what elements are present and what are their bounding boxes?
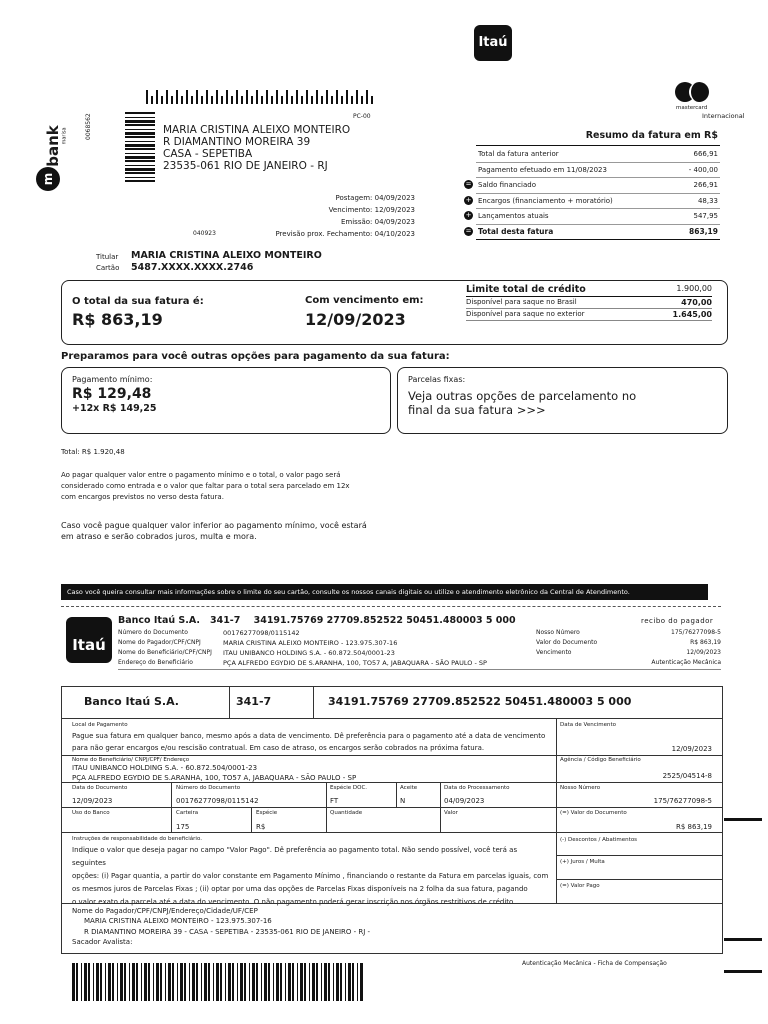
postal-bar (316, 90, 318, 104)
receipt-row (118, 639, 721, 649)
pc-code: PC-00 (353, 113, 371, 120)
barcode-bar (288, 963, 291, 1001)
slip-code: 341-7 (236, 695, 272, 708)
instr-label: Instruções de responsabilidade do beneficiário. (72, 836, 202, 842)
titular-name: MARIA CRISTINA ALEIXO MONTEIRO (131, 250, 322, 261)
postal-barcode-horizontal (146, 90, 374, 104)
carteira-label: Carteira (176, 810, 199, 816)
sacador: Sacador Avalista: (72, 938, 133, 946)
barcode-bar (125, 148, 155, 150)
due-value: 12/09/2023 (305, 310, 406, 329)
date-emissao: Emissão: 04/09/2023 (340, 218, 415, 226)
barcode-bar (177, 963, 178, 1001)
barcode-bar (285, 963, 286, 1001)
barcode-bar (264, 963, 267, 1001)
summary-value: 666,91 (693, 150, 718, 159)
barcode-bar (276, 963, 279, 1001)
summary-row (476, 163, 720, 179)
postal-bar (351, 96, 353, 104)
slip-line: 34191.75769 27709.852522 50451.480003 5 000 (328, 695, 632, 708)
barcode-bar (132, 963, 135, 1001)
barcode-bar (148, 963, 150, 1001)
barcode-bar (184, 963, 186, 1001)
postal-bar (291, 96, 293, 104)
barcode-bar (81, 963, 82, 1001)
limit-exterior-label: Disponível para saque no exterior (466, 310, 585, 318)
barcode-bar (125, 172, 155, 174)
postal-bar (286, 90, 288, 104)
summary-label: Encargos (financiamento + moratório) (478, 196, 613, 205)
postal-bar (226, 90, 228, 104)
aceite-label: Aceite (400, 785, 418, 791)
postal-bar (146, 90, 148, 104)
barcode-bar (125, 129, 155, 130)
summary-operator-icon: + (465, 211, 472, 219)
summary-row (476, 147, 720, 163)
postal-bar (301, 96, 303, 104)
edge-mark-3 (724, 970, 762, 973)
barcode-bar (352, 963, 354, 1001)
barcode-bar (204, 963, 207, 1001)
postal-bar (171, 96, 173, 104)
mastercard-logo (674, 82, 745, 124)
venc-value: 12/09/2023 (671, 745, 712, 753)
postal-bar (196, 90, 198, 104)
info-banner: Caso você queira consultar mais informações sobre o limite do seu cartão, consulte os nossos canais digitais ou utilize o atendimento eletrônico da Central de Atendimento. (61, 584, 708, 600)
postal-bar (206, 90, 208, 104)
benef-text: ITAU UNIBANCO HOLDING S.A. - 60.872.504/0001-23 PÇA ALFREDO EGYDIO DE S.ARANHA, 100, TO57 A, JABAQUARA - SÃO PAULO - SP (72, 764, 357, 782)
cartao-label: Cartão (96, 264, 120, 272)
barcode-bar (125, 165, 155, 166)
parcel-text-1: Veja outras opções de parcelamento no (408, 389, 637, 403)
barcode-bar (225, 963, 226, 1001)
summary-row (476, 209, 720, 225)
receipt-right-label: Nosso Número (536, 629, 580, 636)
postal-bar (276, 90, 278, 104)
mbank-subtext: marisa (61, 127, 68, 145)
valor-doc-label: (=) Valor do Documento (560, 810, 627, 816)
postal-bar (166, 90, 168, 104)
doc-num-label: Número do Documento (176, 785, 241, 791)
address-street: R DIAMANTINO MOREIRA 39 (163, 136, 311, 148)
barcode-bar (220, 963, 222, 1001)
barcode-bar (201, 963, 202, 1001)
dates-block (240, 192, 415, 240)
summary-title: Resumo da fatura em R$ (585, 130, 718, 141)
receipt-title: recibo do pagador (641, 617, 714, 625)
especie-doc-label: Espécie DOC. (330, 785, 368, 791)
barcode-bar (324, 963, 327, 1001)
barcode-bar (189, 963, 190, 1001)
summary-label: Total desta fatura (478, 227, 554, 237)
barcode-bar (160, 963, 162, 1001)
receipt-field-label: Nome do Pagador/CPF/CNPJ (118, 639, 201, 646)
barcode-bar (125, 136, 155, 138)
especie-label: Espécie (256, 810, 278, 816)
barcode-bar (125, 144, 155, 147)
postal-bar (356, 90, 358, 104)
receipt-row (118, 659, 721, 669)
barcode-bar (93, 963, 94, 1001)
address-city: 23535-061 RIO DE JANEIRO - RJ (163, 160, 328, 172)
payer-info: MARIA CRISTINA ALEIXO MONTEIRO - 123.975.307-16 R DIAMANTINO MOREIRA 39 - CASA - SEPETIBA - 23535-061 RIO DE JANEIRO - RJ - (84, 917, 371, 936)
barcode-bar (312, 963, 315, 1001)
limit-title: Limite total de crédito (466, 284, 586, 295)
postal-bar (221, 96, 223, 104)
payment-slip (61, 686, 723, 954)
postal-bar (331, 96, 333, 104)
postal-bar (341, 96, 343, 104)
barcode-bar (213, 963, 214, 1001)
nosso: 175/76277098-5 (653, 797, 712, 805)
postal-bar (266, 90, 268, 104)
barcode-bar (252, 963, 255, 1001)
barcode-bar (208, 963, 210, 1001)
barcode-bar (156, 963, 159, 1001)
barcode-bar (136, 963, 138, 1001)
uso-label: Uso do Banco (72, 810, 110, 816)
postal-bar (306, 90, 308, 104)
slip-bank: Banco Itaú S.A. (84, 695, 179, 708)
aceite: N (400, 797, 406, 805)
summary-operator-icon: = (465, 226, 472, 235)
doc-num: 00176277098/0115142 (176, 797, 259, 805)
date-vencimento: Vencimento: 12/09/2023 (328, 206, 415, 214)
receipt-right-label: Valor do Documento (536, 639, 598, 646)
slip-footer: Autenticação Mecânica - Ficha de Compensação (522, 960, 667, 967)
date-fechamento: Previsão prox. Fechamento: 04/10/2023 (275, 230, 415, 238)
barcode-bar (100, 963, 102, 1001)
proc: 04/09/2023 (444, 797, 485, 805)
summary-label: Saldo financiado (478, 181, 537, 190)
address-district: CASA - SEPETIBA (163, 148, 253, 160)
barcode-bar (129, 963, 130, 1001)
barcode-bar (125, 124, 155, 126)
agencia-value: 2525/04514-8 (662, 772, 712, 780)
postal-bar (321, 96, 323, 104)
installment-value: +12x R$ 149,25 (72, 403, 157, 414)
barcode-bar (125, 156, 155, 159)
receipt-right-value: R$ 863,19 (690, 639, 721, 646)
barcode-bar (172, 963, 174, 1001)
barcode-bar (316, 963, 318, 1001)
postal-barcode-vertical (125, 112, 155, 182)
barcode-bar (125, 153, 155, 154)
barcode-bar (297, 963, 298, 1001)
proc-label: Data do Processamento (444, 785, 510, 791)
qtd-label: Quantidade (330, 810, 363, 816)
edge-mark-2 (724, 938, 762, 941)
summary-value: - 400,00 (688, 165, 718, 174)
valor-doc: R$ 863,19 (675, 823, 712, 831)
receipt-field-value: PÇA ALFREDO EGYDIO DE S.ARANHA, 100, TO57 A, JABAQUARA - SÃO PAULO - SP (223, 659, 487, 667)
date-postagem: Postagem: 04/09/2023 (335, 194, 415, 202)
limit-brasil-value: 470,00 (681, 298, 712, 307)
barcode-bar (244, 963, 246, 1001)
parcel-text-2: final da sua fatura >>> (408, 403, 546, 417)
address-name: MARIA CRISTINA ALEIXO MONTEIRO (163, 124, 351, 136)
postal-bar (201, 96, 203, 104)
barcode-bar (112, 963, 114, 1001)
barcode-bar (228, 963, 231, 1001)
cut-line (61, 606, 721, 607)
summary-value: 863,19 (689, 227, 718, 237)
receipt-right-label: Vencimento (536, 649, 572, 656)
barcode-bar (292, 963, 294, 1001)
barcode-bar (196, 963, 198, 1001)
titular-label: Titular (96, 253, 119, 261)
barcode-bar (125, 180, 155, 182)
total-value: R$ 863,19 (72, 310, 163, 329)
barcode-bar (321, 963, 322, 1001)
receipt-field-label: Endereço do Beneficiário (118, 659, 193, 666)
barcode-bar (268, 963, 270, 1001)
postal-bar (366, 90, 368, 104)
barcode-bar (304, 963, 306, 1001)
postal-bar (231, 96, 233, 104)
barcode-bar (76, 963, 78, 1001)
barcode-bar (153, 963, 154, 1001)
postal-bar (271, 96, 273, 104)
limit-value: 1.900,00 (676, 284, 712, 293)
mastercard-sub: Internacional (702, 112, 745, 120)
valor-label: Valor (444, 810, 458, 816)
barcode-bar (333, 963, 334, 1001)
receipt-right-value: Autenticação Mecânica (651, 659, 721, 666)
postal-bar (261, 96, 263, 104)
receipt-bottom-line (118, 669, 721, 670)
summary-value: 266,91 (693, 181, 718, 190)
barcode-bar (345, 963, 346, 1001)
postal-bar (151, 96, 153, 104)
minimum-payment-box[interactable] (61, 367, 391, 434)
postal-bar (346, 90, 348, 104)
due-label: Com vencimento em: (305, 295, 424, 306)
receipt-field-label: Nome do Beneficiário/CPF/CNPJ (118, 649, 212, 656)
local-text: Pague sua fatura em qualquer banco, mesmo após a data de vencimento. Dê preferência para o pagamento até a data de vencimento para não gerar encargos e/ou rescisão contratual. Em caso de atraso, os encargos serão cobrados na próxima fatura. (72, 732, 546, 752)
doc-date-label: Data do Documento (72, 785, 128, 791)
limit-brasil-label: Disponível para saque no Brasil (466, 298, 577, 306)
receipt-row (118, 649, 721, 659)
barcode-bar (192, 963, 195, 1001)
pago-label[interactable]: (=) Valor Pago (560, 883, 600, 889)
barcode-bar (348, 963, 351, 1001)
total-label: O total da sua fatura é: (72, 296, 204, 307)
barcode-bar (300, 963, 303, 1001)
summary-row (476, 178, 720, 194)
ref-code: 040923 (193, 230, 216, 237)
barcode-bar (168, 963, 171, 1001)
juros-label: (+) Juros / Multa (560, 859, 605, 865)
barcode-bar (340, 963, 342, 1001)
barcode-bar (144, 963, 147, 1001)
summary-operator-icon: + (465, 195, 472, 204)
barcode-bar (240, 963, 243, 1001)
postal-bar (311, 96, 313, 104)
local-label: Local de Pagamento (72, 722, 128, 728)
instructions: Indique o valor que deseja pagar no campo "Valor Pago". Dê preferência ao pagamento total. Não sendo possível, você terá as seguintes opções: (i) Pagar quantia, a partir do valor constante em Pagamento Mínimo , financiando o restante da Fatura em parcelas iguais, com os mesmos juros de Parcelas Fixas ; (ii) optar por uma das opções de Parcelas Fixas disponíveis na 2 folha da sua fatura, pagando o valor exato da parcela até a data do vencimento. O não pagamento poderá gerar inscrição nos órgãos restritivos de crédito. (72, 846, 549, 906)
barcode-bar (165, 963, 166, 1001)
credit-limit (466, 284, 712, 321)
mailing-address (163, 124, 350, 172)
receipt-right-value: 175/76277098-5 (671, 629, 721, 636)
postal-bar (161, 96, 163, 104)
barcode-bar (84, 963, 87, 1001)
receipt-field-label: Número do Documento (118, 629, 188, 636)
payment-barcode (72, 963, 364, 1001)
barcode-bar (125, 168, 155, 171)
parcel-label: Parcelas fixas: (408, 375, 466, 384)
postal-bar (246, 90, 248, 104)
summary-label: Lançamentos atuais (478, 212, 549, 221)
barcode-bar (125, 160, 155, 162)
postal-bar (241, 96, 243, 104)
postal-bar (296, 90, 298, 104)
barcode-bar (108, 963, 111, 1001)
barcode-bar (125, 117, 155, 118)
receipt-row (118, 629, 721, 639)
nosso-label: Nosso Número (560, 785, 601, 791)
postal-bar (326, 90, 328, 104)
mbank-text: bank (43, 125, 62, 167)
invoice-summary (476, 130, 720, 242)
total-note: Total: R$ 1.920,48 (61, 448, 125, 456)
postal-bar (181, 96, 183, 104)
barcode-bar (96, 963, 99, 1001)
summary-value: 547,95 (693, 212, 718, 221)
barcode-bar (280, 963, 282, 1001)
barcode-bar (328, 963, 330, 1001)
postal-bar (361, 96, 363, 104)
postal-bar (236, 90, 238, 104)
barcode-bar (125, 120, 155, 123)
min-label: Pagamento mínimo: (72, 375, 153, 384)
barcode-bar (125, 177, 155, 178)
especie-doc: FT (330, 797, 339, 805)
barcode-bar (336, 963, 339, 1001)
receipt-field-value: ITAU UNIBANCO HOLDING S.A. - 60.872.504/0001-23 (223, 649, 395, 657)
limit-exterior-value: 1.645,00 (672, 310, 712, 319)
barcode-bar (72, 963, 75, 1001)
barcode-bar (105, 963, 106, 1001)
barcode-bar (273, 963, 274, 1001)
itau-logo: Itaú (474, 25, 512, 61)
receipt-header: Banco Itaú S.A. 341-7 34191.75769 27709.852522 50451.480003 5 000 (118, 615, 516, 626)
note-para1: Ao pagar qualquer valor entre o pagamento mínimo e o total, o valor pago será considerado como entrada e o valor que faltar para o total sera parcelado em 12x com encargos previstos no verso desta fatura. (61, 471, 350, 501)
barcode-bar (141, 963, 142, 1001)
mbank-circle-icon: m (36, 167, 60, 191)
agencia-label: Agência / Código Beneficiário (560, 757, 641, 763)
min-value: R$ 129,48 (72, 386, 152, 402)
fixed-installments-box[interactable] (397, 367, 728, 434)
mastercard-label: mastercard (676, 105, 708, 111)
barcode-bar (125, 141, 155, 142)
payer-label: Nome do Pagador/CPF/CNPJ/Endereço/Cidade/UF/CEP (72, 907, 258, 915)
barcode-bar (180, 963, 183, 1001)
barcode-bar (357, 963, 358, 1001)
especie: R$ (256, 823, 266, 831)
note-para2: Caso você pague qualquer valor inferior ao pagamento mínimo, você estará em atraso e serão cobrados juros, multa e mora. (61, 521, 367, 541)
barcode-bar (232, 963, 234, 1001)
receipt-field-value: MARIA CRISTINA ALEIXO MONTEIRO - 123.975.307-16 (223, 639, 398, 647)
venc-label: Data de Vencimento (560, 722, 617, 728)
barcode-bar (125, 112, 155, 114)
summary-label: Pagamento efetuado em 11/08/2023 (478, 165, 607, 174)
summary-row (476, 225, 720, 241)
postal-bar (371, 96, 373, 104)
barcode-bar (261, 963, 262, 1001)
barcode-bar (88, 963, 90, 1001)
postal-bar (176, 90, 178, 104)
barcode-bar (249, 963, 250, 1001)
barcode-bar (117, 963, 118, 1001)
receipt-itau-logo: Itaú (66, 617, 112, 663)
barcode-bar (237, 963, 238, 1001)
doc-date: 12/09/2023 (72, 797, 113, 805)
options-heading: Preparamos para você outras opções para pagamento da sua fatura: (61, 351, 450, 362)
postal-bar (281, 96, 283, 104)
barcode-bar (360, 963, 363, 1001)
sidebar-code: 0068562 (85, 113, 92, 140)
summary-value: 48,33 (697, 196, 718, 205)
summary-operator-icon: = (465, 180, 472, 188)
postal-bar (256, 90, 258, 104)
benef-label: Nome do Beneficiário/ CNPJ/CPF/ Endereço (72, 757, 190, 763)
barcode-bar (120, 963, 123, 1001)
carteira: 175 (176, 823, 190, 831)
postal-bar (251, 96, 253, 104)
receipt-right-value: 12/09/2023 (686, 649, 721, 656)
desc-label: (-) Descontos / Abatimentos (560, 837, 638, 843)
summary-label: Total da fatura anterior (478, 150, 559, 159)
barcode-bar (125, 132, 155, 135)
postal-bar (216, 90, 218, 104)
postal-bar (186, 90, 188, 104)
mbank-logo (34, 125, 74, 205)
barcode-bar (256, 963, 258, 1001)
postal-bar (211, 96, 213, 104)
postal-bar (191, 96, 193, 104)
barcode-bar (309, 963, 310, 1001)
receipt-field-value: 00176277098/0115142 (223, 629, 300, 637)
card-number: 5487.XXXX.XXXX.2746 (131, 262, 254, 273)
summary-row (476, 194, 720, 210)
barcode-bar (216, 963, 219, 1001)
total-box (61, 280, 728, 345)
barcode-bar (124, 963, 126, 1001)
postal-bar (336, 90, 338, 104)
edge-mark-1 (724, 818, 762, 821)
postal-bar (156, 90, 158, 104)
mastercard-circle-right-icon (689, 82, 709, 102)
